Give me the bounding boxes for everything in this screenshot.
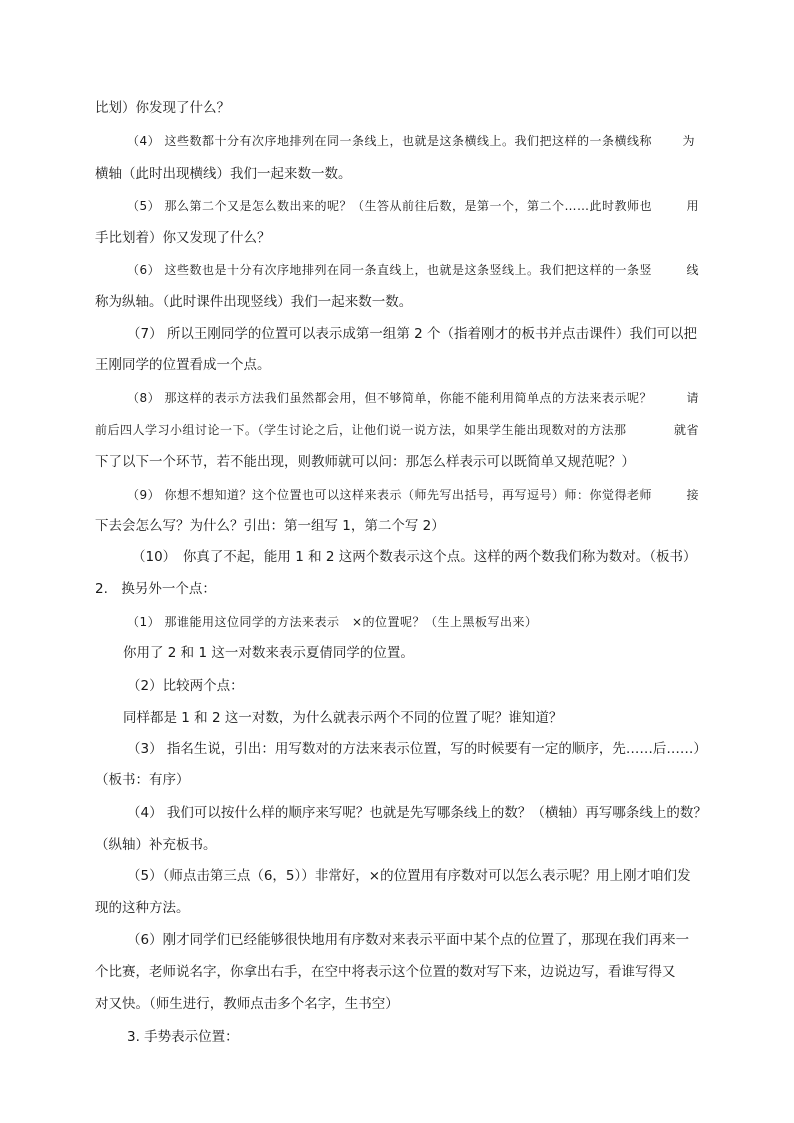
- text-line-6-main: （6） 这些数也是十分有次序地排列在同一条直线上，也就是这条竖线上。我们把这样的一条竖: [127, 263, 652, 277]
- text-line-17: （1） 那谁能用这位同学的方法来表示 ×的位置呢？（生上黑板写出来）: [127, 615, 538, 629]
- text-line-15: （10） 你真了不起，能用 1 和 2 这两个数表示这个点。这样的两个数我们称为数对。（板书）: [132, 549, 697, 565]
- text-line-20: 同样都是 1 和 2 这一对数，为什么就表示两个不同的位置了呢？谁知道？: [123, 710, 563, 726]
- text-line-24: （纵轴）补充板书。: [95, 837, 217, 853]
- text-line-5: 手比划着）你又发现了什么？: [95, 230, 271, 246]
- text-line-4-main: （5） 那么第二个又是怎么数出来的呢？（生答从前往后数，是第一个，第二个……此时教师也: [127, 199, 652, 213]
- text-line-19: （2）比较两个点：: [127, 678, 244, 694]
- text-line-13: [127, 485, 699, 505]
- text-line-13-main: （9） 你想不想知道？这个位置也可以这样来表示（师先写出括号，再写逗号）师：你觉得老师: [127, 488, 652, 502]
- text-line-9: 王刚同学的位置看成一个点。: [95, 357, 271, 373]
- text-line-21: （3） 指名生说，引出：用写数对的方法来表示位置，写的时候要有一定的顺序，先……后……）: [127, 741, 707, 757]
- text-line-8: （7） 所以王刚同学的位置可以表示成第一组第 2 个（指着刚才的板书并点击课件）我们可以把: [127, 326, 698, 342]
- text-line-29: 对又快。（师生进行，教师点击多个名字，生书空）: [95, 996, 399, 1012]
- text-line-3: 横轴（此时出现横线）我们一起来数一数。: [95, 166, 352, 182]
- text-line-11-main: 前后四人学习小组讨论一下。（学生讨论之后，让他们说一说方法，如果学生能出现数对的方法那: [95, 423, 627, 437]
- text-line-2: [127, 131, 695, 151]
- text-line-2-tail: 为: [682, 134, 695, 148]
- text-line-16: 2. 换另外一个点：: [95, 581, 216, 597]
- text-line-11: [95, 420, 699, 440]
- text-line-6-tail: 线: [686, 263, 699, 277]
- text-line-30: 3. 手势表示位置：: [127, 1029, 239, 1045]
- text-line-10: [127, 388, 699, 408]
- text-line-28: 个比赛，老师说名字，你拿出右手，在空中将表示这个位置的数对写下来，边说边写，看谁写得又: [95, 964, 676, 980]
- text-line-18: 你用了 2 和 1 这一对数来表示夏倩同学的位置。: [123, 645, 414, 661]
- text-line-22: （板书：有序）: [95, 772, 190, 788]
- text-line-13-tail: 接: [686, 488, 699, 502]
- text-line-7: 称为纵轴。（此时课件出现竖线）我们一起来数一数。: [95, 294, 413, 310]
- text-line-14: 下去会怎么写？为什么？引出：第一组写 1，第二个写 2）: [95, 518, 445, 534]
- text-line-4: [127, 196, 699, 216]
- text-line-6: [127, 260, 699, 280]
- text-line-1: 比划）你发现了什么？: [95, 100, 230, 116]
- text-line-10-tail: 请: [686, 391, 699, 405]
- text-line-26: 现的这种方法。: [95, 900, 190, 916]
- text-line-27: （6）刚才同学们已经能够很快地用有序数对来表示平面中某个点的位置了，那现在我们再来一: [127, 932, 690, 948]
- text-line-10-main: （8） 那这样的表示方法我们虽然都会用，但不够简单，你能不能利用简单点的方法来表示呢？: [127, 391, 652, 405]
- text-line-12: 下了以下一个环节，若不能出现，则教师就可以问：那怎么样表示可以既简单又规范呢？）: [95, 454, 635, 470]
- text-line-25: （5）（师点击第三点（6，5））非常好，×的位置用有序数对可以怎么表示呢？用上刚才咱们发: [127, 868, 691, 884]
- text-line-11-tail: 就省: [673, 423, 699, 437]
- text-line-4-tail: 用: [686, 199, 699, 213]
- text-line-23: （4） 我们可以按什么样的顺序来写呢？也就是先写哪条线上的数？（横轴）再写哪条线上的数？: [127, 805, 707, 821]
- text-line-2-main: （4） 这些数都十分有次序地排列在同一条线上，也就是这条横线上。我们把这样的一条横线称: [127, 134, 652, 148]
